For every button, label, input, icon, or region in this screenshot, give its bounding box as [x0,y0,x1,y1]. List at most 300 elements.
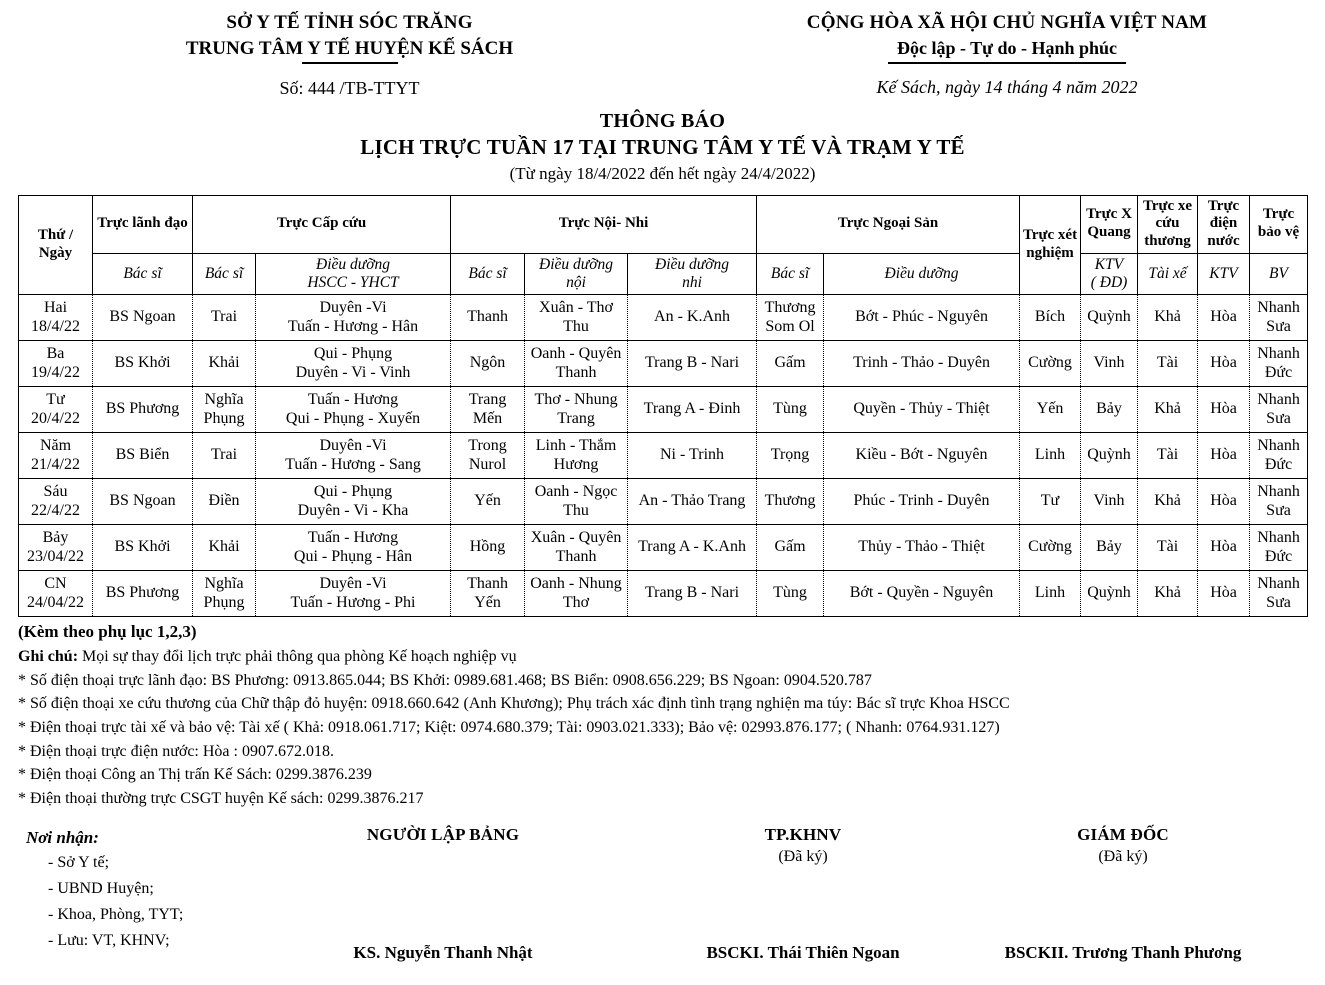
cell-surgery-doctor [757,295,824,341]
cell-emergency-nurse-line: Tuấn - Hương - Hân [287,317,419,335]
subcol-internal-nurse-line1: Điều dưỡng [539,255,613,273]
cell-surgery-doctor [757,571,824,617]
cell-emergency-nurse-line: Duyên -Vi [319,298,387,316]
cell-leadership [93,479,193,525]
cell-day-date-line: 20/4/22 [31,409,80,427]
note-line: * Điện thoại trực tài xế và bảo vệ: Tài xế ( Khả: 0918.061.717; Kiệt: 0974.680.379; Tài: 0903.021.333); Bảo vệ: 02993.876.177; ( Nhanh: 0764.931.127) [18,718,1000,736]
table-row [19,571,1308,617]
cell-internal-doctor-line: Yến [474,593,501,611]
cell-security-line: Nhanh [1257,482,1300,500]
subcol-xray-tech-line2: ( ĐD) [1090,273,1128,291]
duty-schedule-table [18,195,1308,618]
note-line: * Điện thoại Công an Thị trấn Kế Sách: 0299.3876.239 [18,766,372,784]
cell-day-date-line: Hai [43,298,68,316]
col-header-leadership: Trực lãnh đạo [93,195,193,253]
cell-day-date [19,295,93,341]
cell-leadership-line: BS Phương [105,584,180,602]
cell-emergency-nurse [256,387,451,433]
duty-schedule-table-wrap [18,195,1307,618]
cell-ambulance-line: Tài [1156,354,1179,372]
cell-internal-doctor [451,571,525,617]
director-title: GIÁM ĐỐC [1077,824,1169,844]
col-header-xray: Trực X Quang [1081,195,1138,253]
cell-leadership [93,571,193,617]
cell-emergency-nurse [256,341,451,387]
subcol-xray-tech [1081,253,1138,295]
cell-surgery-doctor [757,387,824,433]
signature-block-preparer [288,824,598,962]
cell-internal-doctor-line: Thanh [467,574,508,592]
cell-security-line: Đức [1264,547,1293,565]
national-heading [689,10,1325,99]
cell-surgery-doctor-line: Som Ol [765,317,815,335]
khnv-head-title: TP.KHNV [764,824,842,844]
cell-day-date-line: 23/04/22 [27,547,84,565]
cell-day-date-line: Ba [46,344,65,362]
cell-utilities [1198,341,1250,387]
cell-utilities [1198,295,1250,341]
cell-xray [1081,387,1138,433]
subcol-emergency-doctor: Bác sĩ [193,253,256,295]
director-name: BSCKII. Trương Thanh Phương [1004,942,1242,962]
subcol-internal-nurse [525,253,628,295]
cell-internal-nurse-line: Thu [563,501,589,519]
cell-internal-nurse [525,525,628,571]
recipient-item: - Lưu: VT, KHNV; [48,931,170,949]
cell-ambulance [1138,295,1198,341]
col-header-internal-pediatric: Trực Nội- Nhi [451,195,757,253]
cell-utilities [1198,387,1250,433]
cell-day-date-line: 21/4/22 [31,455,80,473]
cell-leadership-line: BS Phương [105,400,180,418]
date-range-subtitle: (Từ ngày 18/4/2022 đến hết ngày 24/4/2022) [509,163,816,183]
table-row [19,387,1308,433]
subcol-driver: Tài xế [1138,253,1198,295]
cell-pediatric-nurse [628,295,757,341]
document-subject-title: LỊCH TRỰC TUẦN 17 TẠI TRUNG TÂM Y TẾ VÀ TRẠM Y TẾ [360,135,965,160]
cell-lab [1020,571,1081,617]
cell-security-line: Nhanh [1257,298,1300,316]
cell-utilities-line: Hòa [1210,446,1237,464]
cell-ambulance-line: Khả [1154,308,1181,326]
cell-emergency-nurse-line: Duyên - Vi - Kha [297,501,409,519]
khnv-head-signed-mark: (Đã ký) [778,847,828,865]
cell-surgery-nurse-line: Bớt - Quyền - Nguyên [849,584,994,602]
district-health-center: TRUNG TÂM Y TẾ HUYỆN KẾ SÁCH [185,37,514,59]
director-signed-mark: (Đã ký) [1098,847,1148,865]
cell-pediatric-nurse-line: Trang B - Nari [644,584,740,602]
recipient-item: - Khoa, Phòng, TYT; [48,905,184,923]
subcol-surgery-doctor: Bác sĩ [757,253,824,295]
cell-day-date-line: Năm [39,436,72,454]
table-row [19,479,1308,525]
cell-internal-nurse [525,571,628,617]
cell-pediatric-nurse [628,479,757,525]
subcol-emergency-nurse-line1: Điều dưỡng [316,255,390,273]
cell-utilities-line: Hòa [1210,584,1237,602]
cell-pediatric-nurse-line: Trang B - Nari [644,354,740,372]
cell-security [1250,479,1308,525]
cell-surgery-doctor [757,525,824,571]
cell-emergency-doctor-line: Khải [208,354,240,372]
cell-lab [1020,479,1081,525]
subcol-pediatric-nurse-line2: nhi [682,273,702,291]
country-name: CỘNG HÒA XÃ HỘI CHỦ NGHĨA VIỆT NAM [806,12,1208,33]
cell-security [1250,387,1308,433]
cell-security-line: Nhanh [1257,390,1300,408]
cell-emergency-nurse [256,525,451,571]
subcol-pediatric-nurse [628,253,757,295]
cell-internal-nurse [525,295,628,341]
cell-day-date-line: Tư [46,390,65,408]
cell-internal-nurse-line: Oanh - Ngọc [534,482,618,500]
cell-lab [1020,387,1081,433]
cell-xray-line: Vinh [1093,492,1125,510]
cell-internal-nurse [525,341,628,387]
cell-emergency-doctor [193,387,256,433]
cell-ambulance-line: Khả [1154,400,1181,418]
cell-emergency-doctor-line: Phụng [203,593,245,611]
cell-leadership-line: BS Ngoan [109,492,176,510]
cell-xray-line: Bảy [1096,538,1122,556]
cell-emergency-nurse-line: Tuấn - Hương - Sang [285,455,421,473]
cell-emergency-nurse-line: Qui - Phụng - Xuyến [285,409,421,427]
cell-utilities-line: Hòa [1210,308,1237,326]
cell-emergency-doctor [193,341,256,387]
cell-xray [1081,571,1138,617]
cell-security-line: Sưa [1266,317,1291,335]
cell-day-date [19,341,93,387]
general-note [18,645,1307,669]
col-header-utilities: Trực điện nước [1198,195,1250,253]
note-line: * Điện thoại thường trực CSGT huyện Kế sách: 0299.3876.217 [18,789,424,807]
recipients-list [26,850,326,954]
cell-day-date-line: 18/4/22 [31,317,80,335]
table-row [19,525,1308,571]
cell-emergency-nurse [256,295,451,341]
cell-internal-doctor-line: Ngôn [469,354,506,372]
cell-emergency-nurse-line: Qui - Phụng - Hân [293,547,413,565]
general-note-label: Ghi chú: [18,647,79,665]
cell-lab-line: Tư [1040,492,1060,510]
cell-ambulance-line: Khả [1154,492,1181,510]
cell-xray [1081,341,1138,387]
cell-emergency-nurse [256,433,451,479]
cell-ambulance-line: Tài [1156,538,1179,556]
cell-day-date [19,525,93,571]
cell-emergency-nurse-line: Qui - Phụng [313,482,393,500]
general-note-text: Mọi sự thay đổi lịch trực phải thông qua phòng Kế hoạch nghiệp vụ [82,647,517,665]
cell-internal-nurse-line: Oanh - Nhung [530,574,622,592]
cell-day-date [19,479,93,525]
cell-internal-nurse-line: Xuân - Quyên [530,528,622,546]
signature-section [18,825,1307,985]
cell-utilities [1198,571,1250,617]
cell-emergency-doctor [193,295,256,341]
cell-xray [1081,433,1138,479]
cell-emergency-nurse [256,571,451,617]
cell-leadership-line: BS Ngoan [109,308,176,326]
cell-ambulance-line: Khả [1154,584,1181,602]
cell-day-date-line: 19/4/22 [31,363,80,381]
subcol-leadership-doctor: Bác sĩ [93,253,193,295]
cell-surgery-nurse-line: Kiều - Bớt - Nguyên [855,446,988,464]
cell-emergency-doctor [193,433,256,479]
subcol-utilities-tech: KTV [1198,253,1250,295]
subcol-xray-tech-line1: KTV [1094,255,1124,273]
cell-lab [1020,341,1081,387]
cell-emergency-nurse [256,479,451,525]
subcol-internal-nurse-line2: nội [566,273,586,291]
cell-internal-nurse [525,387,628,433]
cell-internal-doctor-line: Yến [474,492,501,510]
cell-security [1250,341,1308,387]
cell-internal-doctor-line: Hồng [469,538,506,556]
cell-xray-line: Quỳnh [1087,308,1131,326]
subcol-internal-doctor: Bác sĩ [451,253,525,295]
subcol-security-guard: BV [1250,253,1308,295]
cell-leadership [93,387,193,433]
cell-surgery-doctor-line: Tùng [773,584,807,602]
cell-internal-nurse-line: Thu [563,317,589,335]
col-header-day: Thứ / Ngày [19,195,93,295]
cell-security [1250,525,1308,571]
cell-internal-nurse-line: Thanh [555,547,597,565]
cell-lab-line: Linh [1034,584,1066,602]
place-and-date: Kế Sách, ngày 14 tháng 4 năm 2022 [876,76,1138,97]
cell-internal-doctor-line: Nurol [468,455,507,473]
cell-emergency-nurse-line: Qui - Phụng [313,344,393,362]
cell-internal-doctor [451,525,525,571]
cell-surgery-nurse [824,433,1020,479]
cell-leadership [93,341,193,387]
cell-security-line: Sưa [1266,409,1291,427]
preparer-name: KS. Nguyễn Thanh Nhật [353,942,533,962]
subcol-pediatric-nurse-line1: Điều dưỡng [655,255,729,273]
table-row [19,295,1308,341]
cell-pediatric-nurse [628,433,757,479]
cell-day-date-line: Sáu [43,482,68,500]
cell-ambulance [1138,479,1198,525]
cell-security-line: Sưa [1266,501,1291,519]
cell-day-date-line: CN [44,574,67,592]
col-header-security: Trực bảo vệ [1250,195,1308,253]
cell-internal-nurse-line: Thơ - Nhung [534,390,618,408]
cell-utilities [1198,525,1250,571]
cell-utilities [1198,433,1250,479]
table-header-group-row [19,195,1308,253]
table-row [19,433,1308,479]
cell-ambulance [1138,341,1198,387]
provincial-health-department: SỞ Y TẾ TỈNH SÓC TRĂNG [226,12,473,33]
cell-ambulance [1138,387,1198,433]
cell-lab-line: Cường [1028,354,1072,372]
cell-pediatric-nurse-line: An - Thảo Trang [638,492,746,510]
cell-xray [1081,479,1138,525]
cell-emergency-doctor [193,479,256,525]
cell-security [1250,571,1308,617]
cell-emergency-nurse-line: Tuấn - Hương [307,390,399,408]
cell-surgery-doctor-line: Gấm [774,538,806,556]
recipient-item: - UBND Huyện; [48,879,154,897]
cell-leadership [93,295,193,341]
cell-emergency-doctor-line: Trai [210,308,238,326]
cell-internal-nurse [525,479,628,525]
col-header-surgery-obstetrics: Trực Ngoại Sản [757,195,1020,253]
cell-lab-line: Cường [1028,538,1072,556]
cell-xray-line: Bảy [1096,400,1122,418]
col-header-emergency: Trực Cấp cứu [193,195,451,253]
cell-ambulance [1138,433,1198,479]
cell-emergency-nurse-line: Duyên -Vi [319,574,387,592]
subcol-surgery-nurse: Điều dưỡng [824,253,1020,295]
attachment-note: (Kèm theo phụ lục 1,2,3) [18,622,197,642]
subcol-emergency-nurse [256,253,451,295]
cell-security-line: Nhanh [1257,574,1300,592]
cell-utilities-line: Hòa [1210,400,1237,418]
cell-xray [1081,525,1138,571]
cell-emergency-doctor [193,525,256,571]
cell-emergency-nurse-line: Tuấn - Hương - Phi [290,593,416,611]
document-header [0,0,1325,99]
cell-internal-nurse-line: Trang [557,409,595,427]
cell-lab-line: Yến [1036,400,1064,418]
cell-internal-doctor [451,341,525,387]
cell-internal-doctor [451,295,525,341]
cell-internal-doctor-line: Thanh [467,308,508,326]
cell-surgery-nurse-line: Phúc - Trinh - Duyên [853,492,990,510]
cell-surgery-nurse-line: Quyền - Thủy - Thiệt [853,400,990,418]
cell-utilities-line: Hòa [1210,538,1237,556]
cell-internal-doctor-line: Trang [468,390,507,408]
cell-ambulance [1138,571,1198,617]
cell-utilities [1198,479,1250,525]
table-body [19,295,1308,617]
cell-surgery-nurse [824,525,1020,571]
cell-surgery-doctor-line: Thương [764,298,816,316]
cell-lab-line: Linh [1034,446,1066,464]
header-underline-right [888,62,1126,64]
cell-emergency-nurse-line: Duyên -Vi [319,436,387,454]
cell-emergency-doctor-line: Nghĩa [204,574,244,592]
cell-day-date-line: Bảy [42,528,69,546]
recipient-item: - Sở Y tế; [48,854,110,872]
cell-security-line: Nhanh [1257,436,1300,454]
cell-pediatric-nurse-line: An - K.Anh [654,308,731,326]
cell-internal-doctor-line: Mến [472,409,503,427]
preparer-title: NGƯỜI LẬP BẢNG [366,824,520,844]
cell-day-date [19,433,93,479]
notes-section [18,620,1307,810]
cell-day-date-line: 24/04/22 [27,593,84,611]
document-number: Số: 444 /TB-TTYT [279,78,420,99]
cell-security-line: Nhanh [1257,528,1300,546]
cell-surgery-nurse-line: Thủy - Thảo - Thiệt [858,538,985,556]
cell-internal-doctor [451,387,525,433]
cell-leadership-line: BS Biển [115,446,170,464]
document-type-title: THÔNG BÁO [599,110,726,133]
cell-pediatric-nurse [628,341,757,387]
cell-surgery-doctor [757,433,824,479]
cell-internal-nurse-line: Hương [553,455,599,473]
cell-leadership [93,525,193,571]
cell-leadership-line: BS Khởi [114,354,171,372]
subcol-emergency-nurse-line2: HSCC - YHCT [307,273,399,291]
cell-surgery-doctor-line: Thương [764,492,816,510]
cell-security-line: Đức [1264,455,1293,473]
cell-utilities-line: Hòa [1210,354,1237,372]
cell-internal-nurse-line: Thanh [555,363,597,381]
khnv-head-name: BSCKI. Thái Thiên Ngoan [706,942,900,962]
cell-utilities-line: Hòa [1210,492,1237,510]
cell-emergency-doctor-line: Khải [208,538,240,556]
cell-leadership-line: BS Khởi [114,538,171,556]
cell-internal-nurse-line: Linh - Thắm [535,436,617,454]
document-title-block [0,108,1325,183]
cell-security [1250,295,1308,341]
cell-xray-line: Quỳnh [1087,584,1131,602]
cell-pediatric-nurse-line: Ni - Trinh [660,446,725,464]
cell-pediatric-nurse [628,525,757,571]
signature-block-khnv-head [658,824,948,962]
cell-day-date-line: 22/4/22 [31,501,80,519]
cell-surgery-nurse [824,387,1020,433]
cell-lab [1020,433,1081,479]
cell-emergency-nurse-line: Duyên - Vi - Vinh [295,363,411,381]
cell-pediatric-nurse-line: Trang A - K.Anh [638,538,746,556]
cell-xray-line: Vinh [1093,354,1125,372]
note-line: * Số điện thoại xe cứu thương của Chữ thập đỏ huyện: 0918.660.642 (Anh Khương); Phụ trách xác định tình trạng nghiện ma túy: Bác sĩ trực Khoa HSCC [18,695,1010,713]
cell-pediatric-nurse [628,387,757,433]
table-header-sub-row [19,253,1308,295]
cell-lab [1020,525,1081,571]
recipients-block [26,825,326,954]
cell-surgery-nurse [824,341,1020,387]
cell-pediatric-nurse [628,571,757,617]
cell-pediatric-nurse-line: Trang A - Đinh [643,400,741,418]
national-motto: Độc lập - Tự do - Hạnh phúc [896,37,1118,58]
cell-security-line: Sưa [1266,593,1291,611]
table-row [19,341,1308,387]
cell-leadership [93,433,193,479]
cell-lab [1020,295,1081,341]
phone-note-lines [18,669,1307,811]
note-line: * Điện thoại trực điện nước: Hòa : 0907.672.018. [18,742,334,760]
cell-internal-doctor [451,433,525,479]
cell-surgery-nurse [824,571,1020,617]
cell-ambulance [1138,525,1198,571]
issuing-organization [0,10,689,99]
cell-security-line: Nhanh [1257,344,1300,362]
col-header-ambulance: Trực xe cứu thương [1138,195,1198,253]
cell-security [1250,433,1308,479]
cell-emergency-doctor-line: Điền [208,492,240,510]
cell-surgery-doctor-line: Tùng [773,400,807,418]
cell-xray [1081,295,1138,341]
cell-surgery-doctor [757,341,824,387]
recipients-title: Nơi nhận: [26,827,99,847]
cell-emergency-doctor [193,571,256,617]
cell-surgery-doctor [757,479,824,525]
table-header [19,195,1308,295]
cell-emergency-doctor-line: Nghĩa [204,390,244,408]
col-header-lab: Trực xét nghiệm [1020,195,1081,295]
cell-day-date [19,387,93,433]
cell-surgery-nurse-line: Trinh - Thảo - Duyên [853,354,990,372]
cell-emergency-nurse-line: Tuấn - Hương [307,528,399,546]
cell-security-line: Đức [1264,363,1293,381]
cell-internal-nurse [525,433,628,479]
